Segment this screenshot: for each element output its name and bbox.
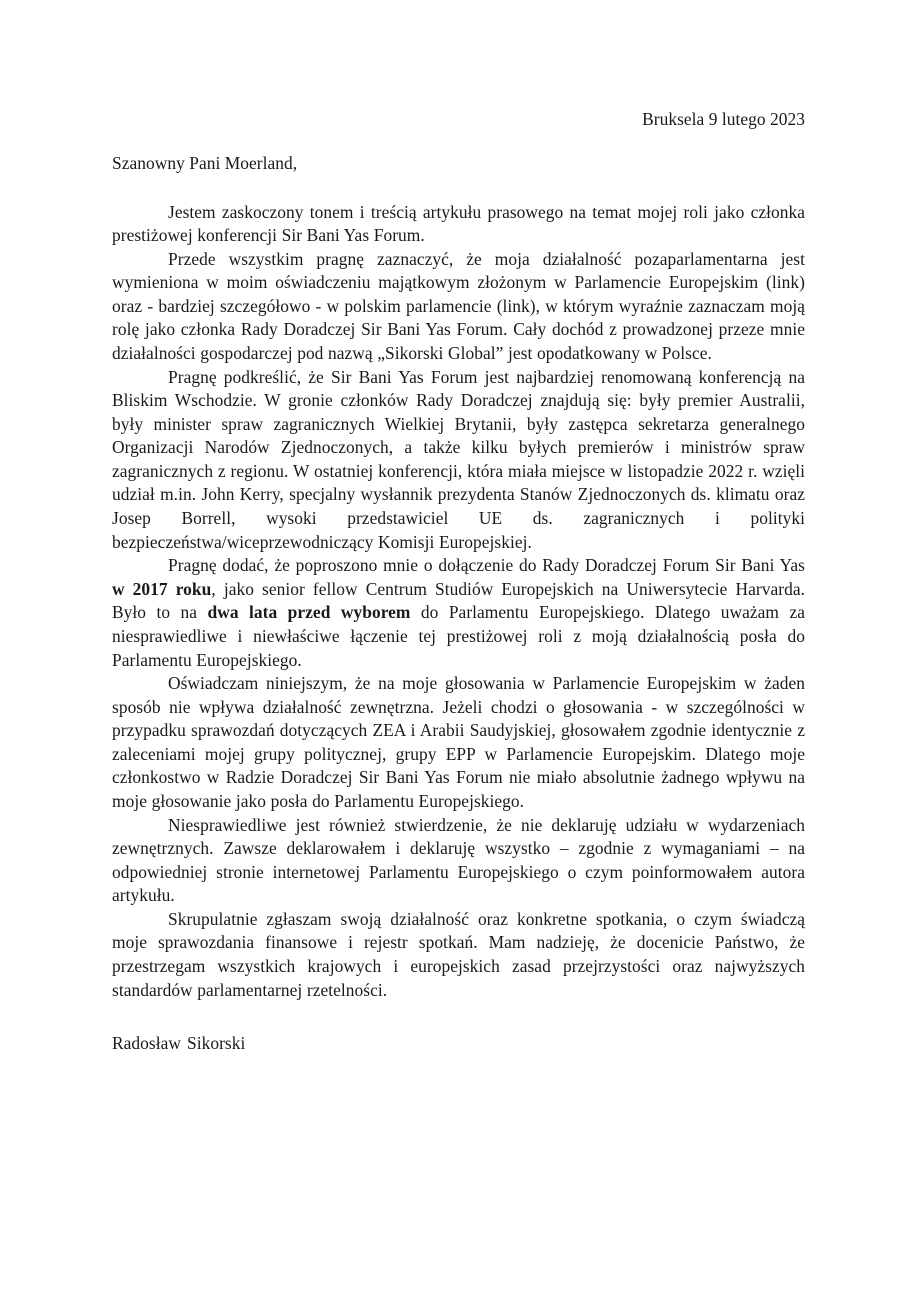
signature bbox=[112, 1032, 805, 1054]
emphasis-run: w 2017 roku bbox=[112, 578, 212, 599]
paragraph bbox=[112, 814, 805, 908]
text-run: Niesprawiedliwe jest również stwierdzenie, że nie deklaruję udziału w wydarzeniach zewnętrznych. Zawsze deklarowałem i deklaruję wszystko – zgodnie z wymaganiami – na odpowiedniej stronie internetowej Parlamentu Europejskiego o czym poinformowałem autora artykułu. bbox=[112, 814, 805, 906]
letter-body bbox=[112, 201, 805, 1003]
paragraph bbox=[112, 366, 805, 555]
text-run: Pragnę dodać, że poproszono mnie o dołączenie do Rady Doradczej Forum Sir Bani Yas bbox=[168, 555, 805, 576]
text-run: Jestem zaskoczony tonem i treścią artykułu prasowego na temat mojej roli jako członka prestiżowej konferencji Sir Bani Yas Forum. bbox=[112, 201, 805, 246]
text-run: Oświadczam niniejszym, że na moje głosowania w Parlamencie Europejskim w żaden sposób nie wpływa działalność zewnętrzna. Jeżeli chodzi o głosowania - w szczególności w przypadku sprawozdań dotyczących ZEA i Arabii Saudyjskiej, głosowałem zgodnie identycznie z zaleceniami mojej grupy politycznej, grupy EPP w Parlamencie Europejskim. Dlatego moje członkostwo w Radzie Doradczej Sir Bani Yas Forum nie miało absolutnie żadnego wpływu na moje głosowanie jako posła do Parlamentu Europejskiego. bbox=[112, 673, 805, 811]
salutation: Szanowny Pani Moerland, bbox=[112, 153, 298, 174]
signature-last-name: Sikorski bbox=[187, 1033, 246, 1054]
date-line: Bruksela 9 lutego 2023 bbox=[642, 109, 805, 129]
paragraph bbox=[112, 201, 805, 248]
emphasis-run: dwa lata przed wyborem bbox=[207, 602, 411, 623]
text-run: Skrupulatnie zgłaszam swoją działalność oraz konkretne spotkania, o czym świadczą moje sprawozdania finansowe i rejestr spotkań. Mam nadzieję, że docenicie Państwo, że przestrzegam wszystkich krajowych i europejskich zasad przejrzystości oraz najwyższych standardów parlamentarnej rzetelności. bbox=[112, 908, 805, 1000]
paragraph bbox=[112, 554, 805, 672]
paragraph bbox=[112, 672, 805, 813]
text-run: , jako senior fellow Centrum Studiów Europejskich na Uniwersytecie Harvarda. Było to na bbox=[112, 578, 805, 623]
text-run: Pragnę podkreślić, że Sir Bani Yas Forum jest najbardziej renomowaną konferencją na Bliskim Wschodzie. W gronie członków Rady Doradczej znajdują się: były premier Australii, były minister spraw zagranicznych Wielkiej Brytanii, były zastępca sekretarza generalnego Organizacji Narodów Zjednoczonych, a także kilku byłych premierów i ministrów spraw zagranicznych z regionu. W ostatniej konferencji, która miała miejsce w listopadzie 2022 r. wzięli udział m.in. John Kerry, specjalny wysłannik prezydenta Stanów Zjednoczonych ds. klimatu oraz Josep Borrell, wysoki przedstawiciel UE ds. zagranicznych i polityki bezpieczeństwa/wiceprzewodniczący Komisji Europejskiej. bbox=[112, 366, 805, 552]
text-run: do Parlamentu Europejskiego. Dlatego uważam za niesprawiedliwe i niewłaściwe łączenie tej prestiżowej roli z moją działalnością posła do Parlamentu Europejskiego. bbox=[112, 602, 805, 670]
text-run: Przede wszystkim pragnę zaznaczyć, że moja działalność pozaparlamentarna jest wymieniona w moim oświadczeniu majątkowym złożonym w Parlamencie Europejskim (link) oraz - bardziej szczegółowo - w polskim parlamencie (link), w którym wyraźnie zaznaczam moją rolę jako członka Rady Doradczej Sir Bani Yas Forum. Cały dochód z prowadzonej przeze mnie działalności gospodarczej pod nazwą „Sikorski Global” jest opodatkowany w Polsce. bbox=[112, 248, 805, 363]
paragraph bbox=[112, 248, 805, 366]
signature-first-name: Radosław bbox=[112, 1033, 181, 1054]
paragraph bbox=[112, 908, 805, 1002]
